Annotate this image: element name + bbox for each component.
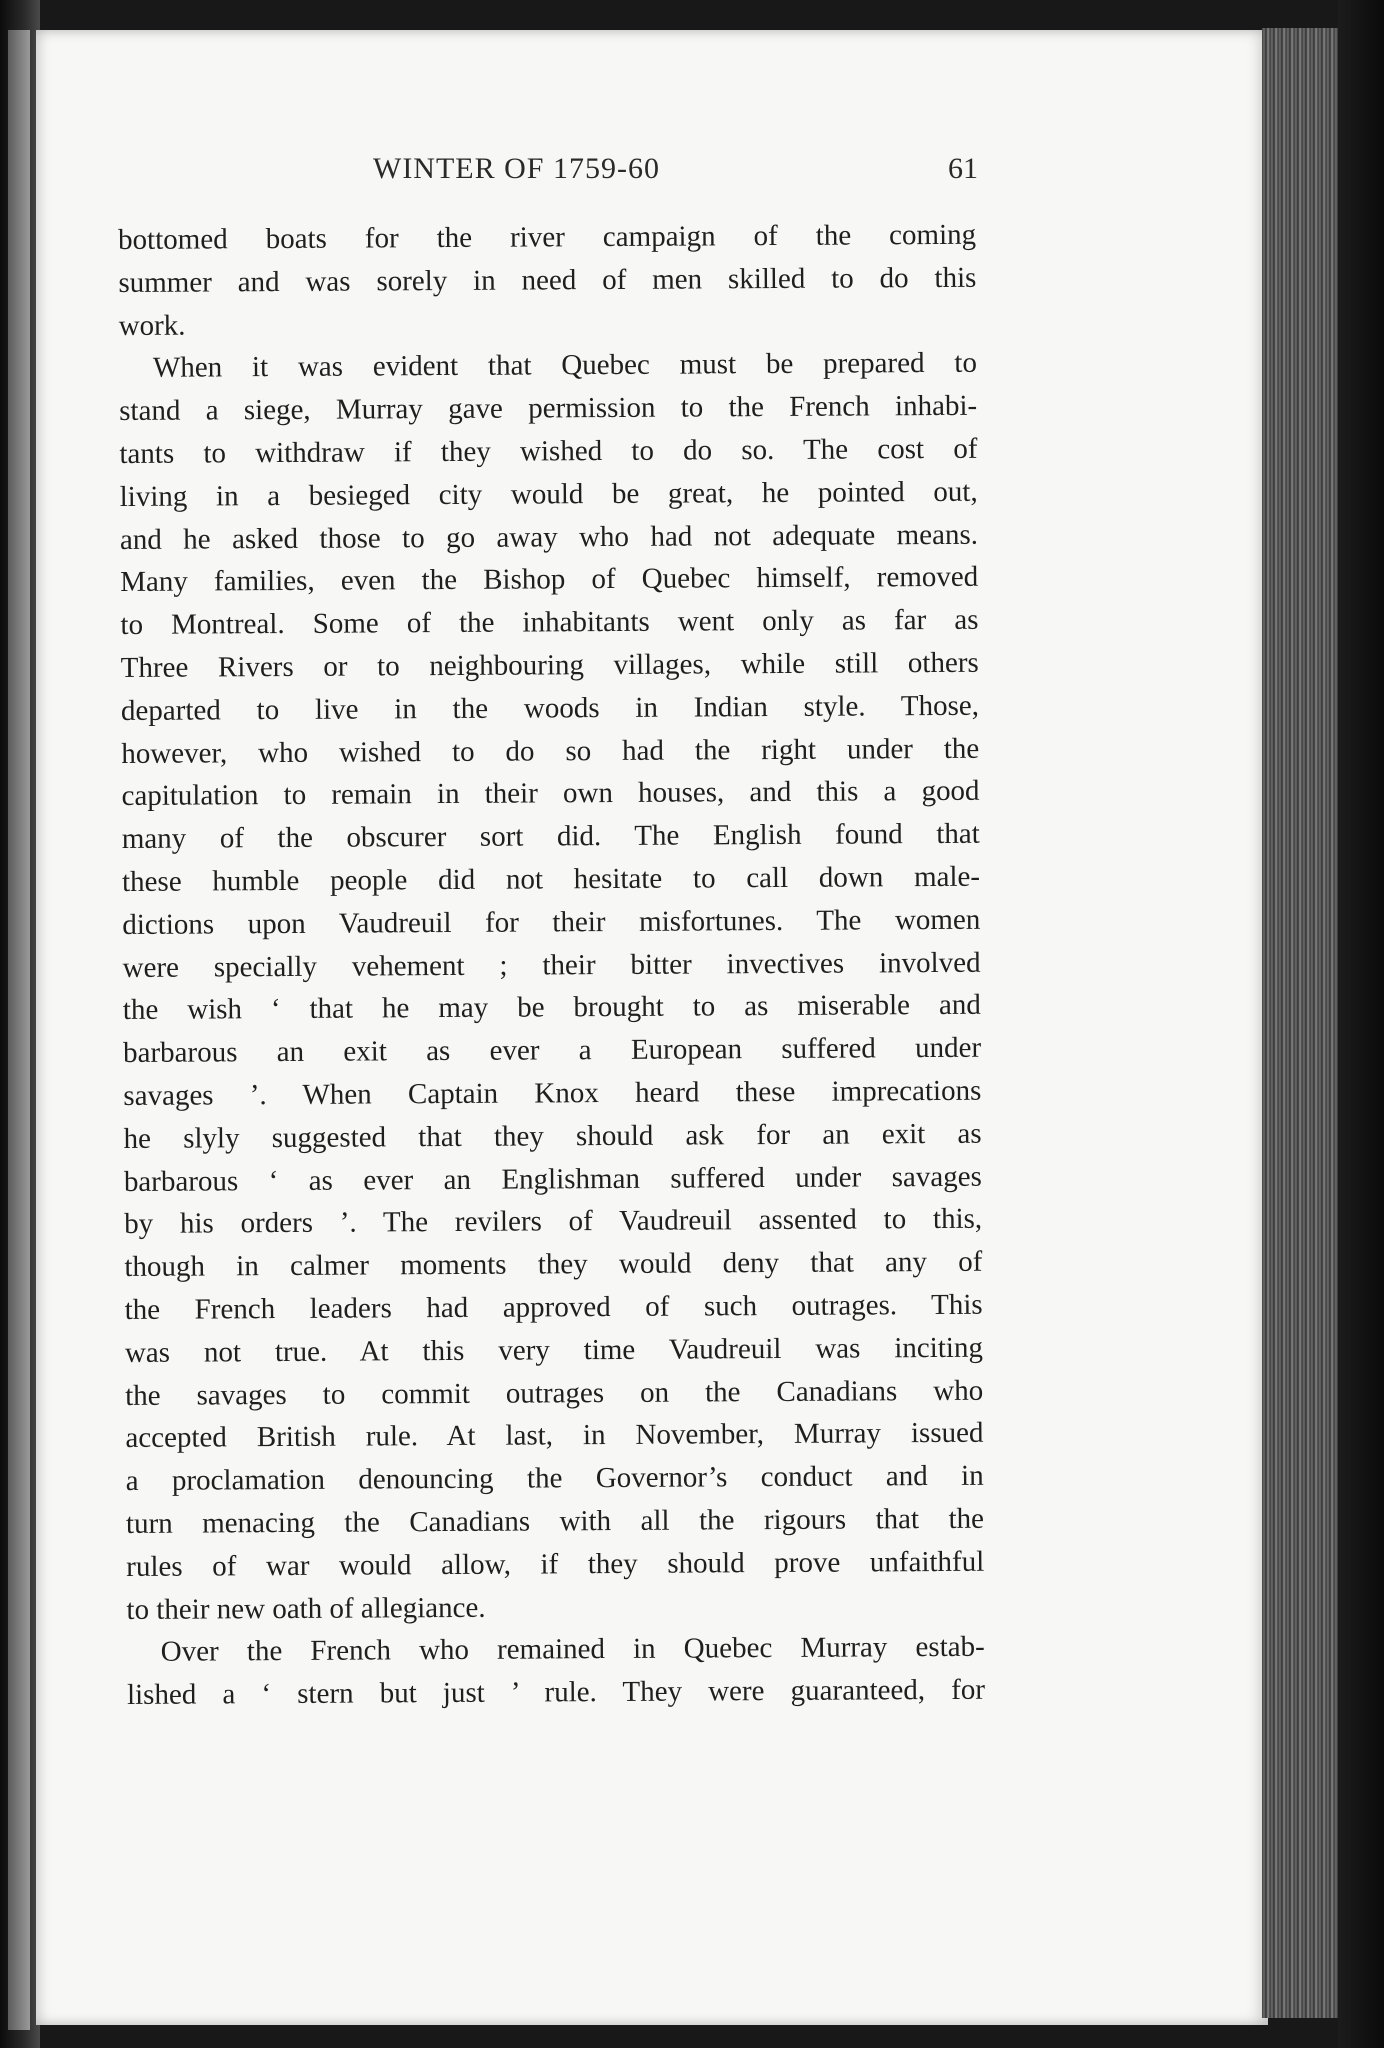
text-line: turn menacing the Canadians with all the rigours that the (125, 1502, 985, 1540)
text-line: these humble people did not hesitate to call down male- (121, 860, 981, 898)
body-text (118, 214, 985, 1717)
running-header (118, 152, 978, 196)
text-line: a proclamation denouncing the Governor’s conduct and in (125, 1459, 984, 1498)
text-line: rules of war would allow, if they should prove unfaithful (126, 1545, 985, 1583)
text-line: departed to live in the woods in Indian style. Those, (120, 689, 980, 727)
text-line: the savages to commit outrages on the Canadians who (125, 1374, 984, 1412)
text-line: summer and was sorely in need of men skilled to do this (118, 261, 977, 299)
text-line: dictions upon Vaudreuil for their misfortunes. The women (122, 903, 981, 941)
text-line: to their new oath of allegiance. (126, 1591, 486, 1626)
text-line: many of the obscurer sort did. The English found that (121, 817, 980, 856)
text-line: capitulation to remain in their own houses, and this a good (121, 775, 980, 813)
text-line: the wish ‘ that he may be brought to as miserable and (122, 989, 981, 1027)
text-line: to Montreal. Some of the inhabitants went only as far as (120, 603, 979, 642)
text-line: were specially vehement ; their bitter invectives involved (122, 946, 981, 984)
text-line: was not true. At this very time Vaudreuil was inciting (124, 1331, 984, 1369)
text-line: living in a besieged city would be great, he pointed out, (119, 475, 978, 513)
chapter-title: WINTER OF 1759-60 (373, 152, 660, 185)
text-line: tants to withdraw if they wished to do so. The cost of (119, 432, 978, 470)
text-line: Many families, even the Bishop of Quebec himself, removed (120, 561, 979, 599)
book-cover-edge (1338, 0, 1384, 2048)
text-line: When it was evident that Quebec must be prepared to (152, 347, 977, 385)
text-line: the French leaders had approved of such outrages. This (124, 1288, 983, 1326)
text-line: barbarous an exit as ever a European suffered under (122, 1031, 982, 1070)
text-line: bottomed boats for the river campaign of the coming (118, 218, 977, 256)
text-line: accepted British rule. At last, in November, Murray issued (125, 1417, 984, 1455)
text-line: work. (118, 309, 186, 342)
text-line: though in calmer moments they would deny that any of (124, 1245, 983, 1284)
text-line: lished a ‘ stern but just ’ rule. They were guaranteed, for (126, 1673, 986, 1712)
text-line: barbarous ‘ as ever an Englishman suffered under savages (123, 1160, 982, 1198)
text-line: he slyly suggested that they should ask for an exit as (123, 1117, 982, 1155)
text-line: and he asked those to go away who had not adequate means. (119, 518, 979, 556)
text-line: Three Rivers or to neighbouring villages, while still others (120, 646, 979, 684)
text-line: stand a siege, Murray gave permission to the French inhabi- (119, 389, 978, 428)
page-stack-edge (1262, 28, 1340, 2018)
text-line: savages ’. When Captain Knox heard these imprecations (123, 1074, 982, 1112)
text-line: however, who wished to do so had the right under the (121, 732, 980, 770)
facing-page-edge (8, 30, 30, 2030)
text-line: by his orders ’. The revilers of Vaudreuil assented to this, (124, 1203, 983, 1241)
page-number: 61 (948, 152, 978, 185)
text-line: Over the French who remained in Quebec Murray estab- (160, 1631, 985, 1669)
